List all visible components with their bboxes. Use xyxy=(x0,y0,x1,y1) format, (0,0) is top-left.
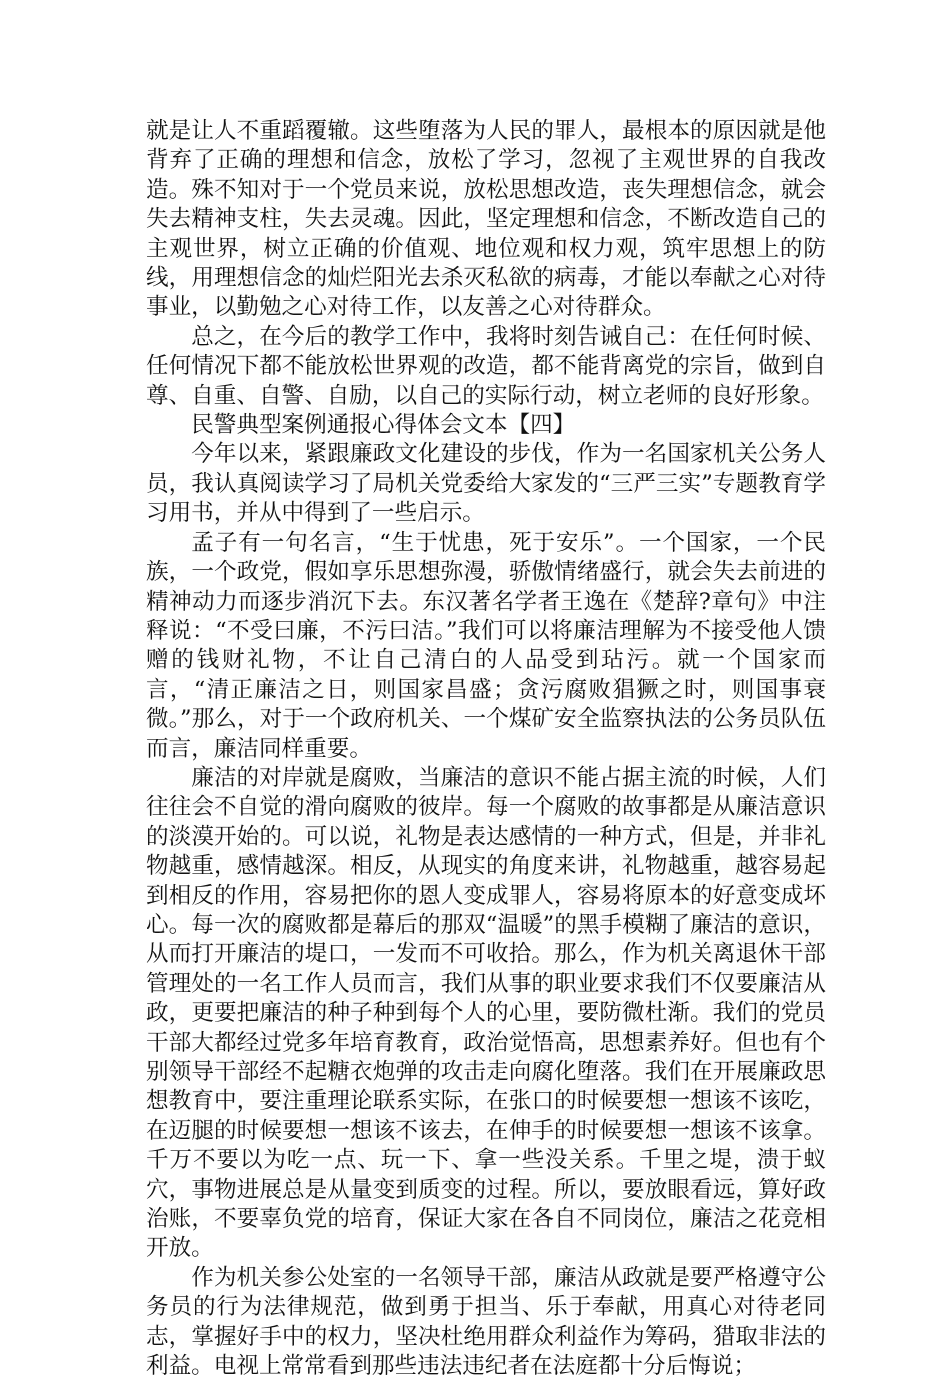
paragraph-corruption: 廉洁的对岸就是腐败，当廉洁的意识不能占据主流的时候，人们往往会不自觉的滑向腐败的彼岸。每一个腐败的故事都是从廉洁意识的淡漠开始的。可以说，礼物是表达感情的一种方式，但是，并非礼物越重，感情越深。相反，从现实的角度来讲，礼物越重，越容易起到相反的作用，容易把你的恩人变成罪人，容易将原本的好意变成坏心。每一次的腐败都是幕后的那双“温暖”的黑手模糊了廉洁的意识，从而打开廉洁的堤口，一发而不可收拾。那么，作为机关离退休干部管理处的一名工作人员而言，我们从事的职业要求我们不仅要廉洁从政，更要把廉洁的种子种到每个人的心里，要防微杜渐。我们的党员干部大都经过党多年培育教育，政治觉悟高，思想素养好。但也有个别领导干部经不起糖衣炮弹的攻击走向腐化堕落。我们在开展廉政思想教育中，要注重理论联系实际，在张口的时候要想一想该不该吃，在迈腿的时候要想一想该不该去，在伸手的时候要想一想该不该拿。千万不要以为吃一点、玩一下、拿一些没关系。千里之堤，溃于蚁穴，事物进展总是从量变到质变的过程。所以，要放眼看远，算好政治账，不要辜负党的培育，保证大家在各自不同岗位，廉洁之花竞相开放。 xyxy=(146,764,826,1262)
section-heading: 民警典型案例通报心得体会文本【四】 xyxy=(191,412,576,439)
paragraph-conclusion: 总之，在今后的教学工作中，我将时刻告诫自己：在任何时候、任何情况下都不能放松世界观的改造，都不能背离党的宗旨，做到自尊、自重、自警、自励，以自己的实际行动，树立老师的良好形象。 xyxy=(146,323,826,409)
paragraph-leadership: 作为机关参公处室的一名领导干部，廉洁从政就是要严格遵守公务员的行为法律规范，做到勇于担当、乐于奉献，用真心对待老同志，掌握好手中的权力，坚决杜绝用群众利益作为筹码，猎取非法的利益。电视上常常看到那些违法违纪者在法庭都十分后悔说； xyxy=(146,1264,826,1380)
paragraph-continuation: 就是让人不重蹈覆辙。这些堕落为人民的罪人，最根本的原因就是他背弃了正确的理想和信念，放松了学习，忽视了主观世界的自我改造。殊不知对于一个党员来说，放松思想改造，丧失理想信念，就会失去精神支柱，失去灵魂。因此，坚定理想和信念，不断改造自己的主观世界，树立正确的价值观、地位观和权力观，筑牢思想上的防线，用理想信念的灿烂阳光去杀灭私欲的病毒，才能以奉献之心对待事业，以勤勉之心对待工作，以友善之心对待群众。 xyxy=(146,118,826,321)
paragraph-intro: 今年以来，紧跟廉政文化建设的步伐，作为一名国家机关公务人员，我认真阅读学习了局机关党委给大家发的“三严三实”专题教育学习用书，并从中得到了一些启示。 xyxy=(146,441,826,527)
paragraph-mencius: 孟子有一句名言，“生于忧患，死于安乐”。一个国家，一个民族，一个政党，假如享乐思想弥漫，骄傲情绪盛行，就会失去前进的精神动力而逐步消沉下去。东汉著名学者王逸在《楚辞?章句》中注释说：“不受曰廉，不污曰洁。”我们可以将廉洁理解为不接受他人馈赠的钱财礼物，不让自己清白的人品受到玷污。就一个国家而言，“清正廉洁之日，则国家昌盛；贪污腐败猖獗之时，则国事衰微。”那么，对于一个政府机关、一个煤矿安全监察执法的公务员队伍而言，廉洁同样重要。 xyxy=(146,529,826,762)
document-body xyxy=(146,117,826,1381)
